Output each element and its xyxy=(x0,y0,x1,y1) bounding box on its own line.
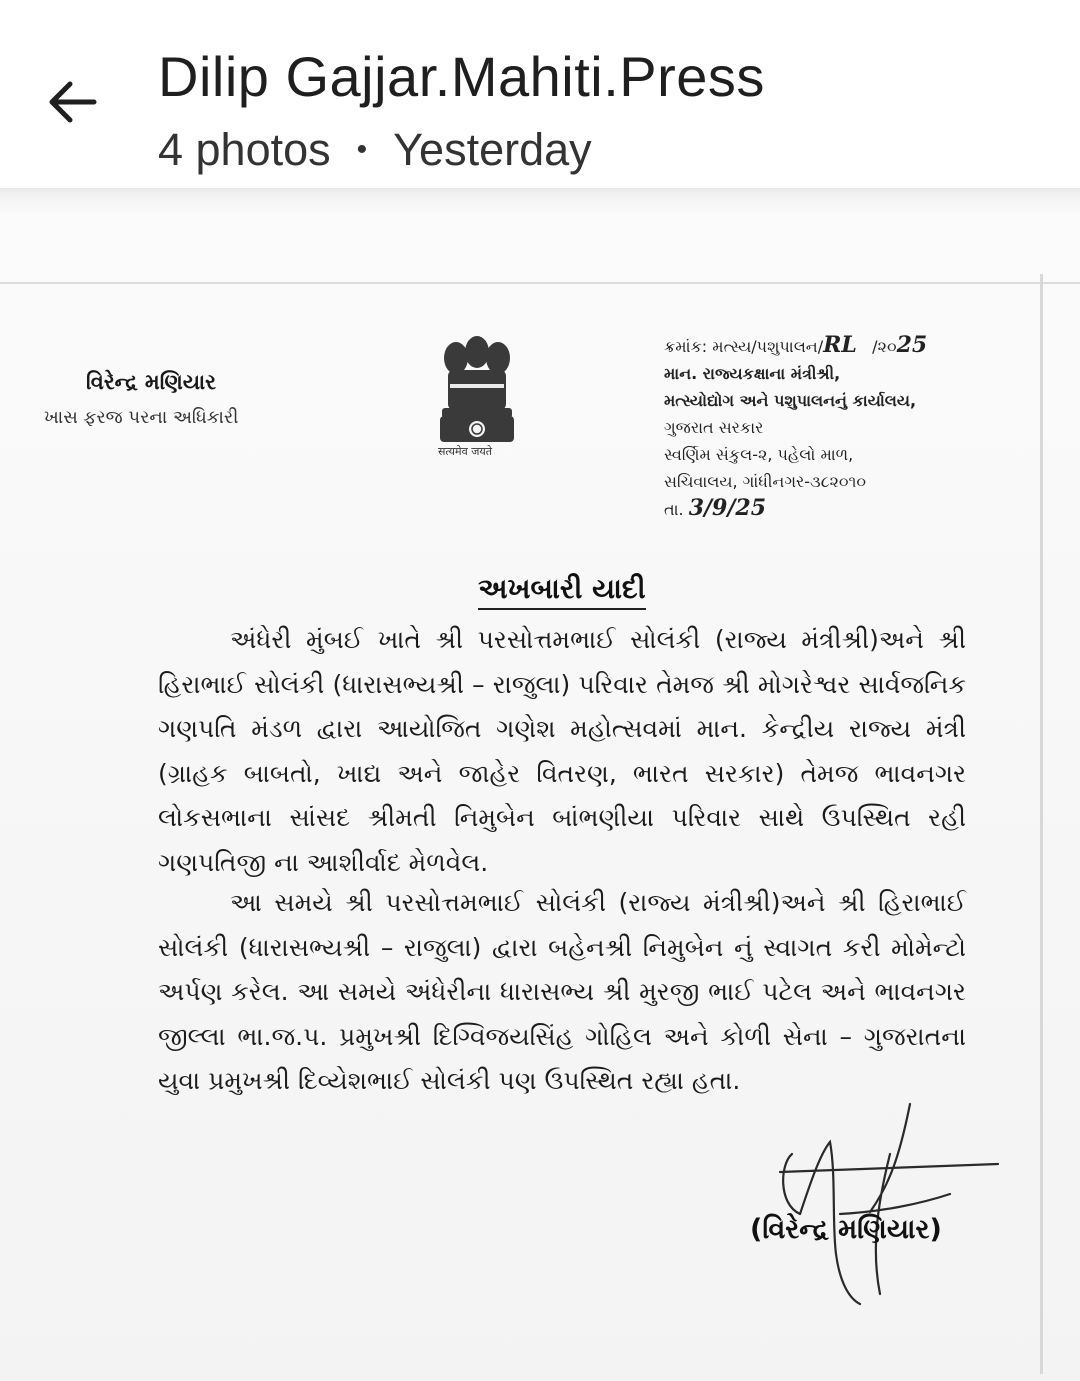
paper-right-edge xyxy=(1040,274,1043,1374)
sender-role: ખાસ ફરજ પરના અધિકારી xyxy=(44,407,239,428)
office-line-2: મત્સ્યોદ્યોગ અને પશુપાલનનું કાર્યાલય, xyxy=(664,391,917,410)
arrow-left-icon xyxy=(40,70,104,134)
timestamp: Yesterday xyxy=(393,124,592,175)
signature-name: (વિરેન્દ્ર મણિયાર) xyxy=(750,1214,942,1245)
photo-viewer[interactable] xyxy=(0,214,1080,1381)
back-button[interactable] xyxy=(40,70,104,134)
office-address xyxy=(664,332,927,523)
office-line-3: ગુજરાત સરકાર xyxy=(664,418,764,437)
office-line-1: માન. રાજ્યકક્ષાના મંત્રીશ્રી, xyxy=(664,364,841,383)
paper-top-edge xyxy=(0,282,1080,284)
paragraph-1: અંધેરી મુંબઈ ખાતે શ્રી પરસોત્તમભાઈ સોલંકી (રાજ્ય મંત્રીશ્રી)અને શ્રી હિરાભાઈ સોલંકી (ધારાસભ્યશ્રી – રાજુલા) પરિવાર તેમજ શ્રી મોગરેશ્વર સાર્વજનિક ગણપતિ મંડળ દ્વારા આયોજિત ગણેશ મહોત્સવમાં માન. કેન્દ્રીય રાજ્ય મંત્રી (ગ્રાહક બાબતો, ખાદ્ય અને જાહેર વિતરણ, ભારત સરકાર) તેમજ ભાવનગર લોકસભાના સાંસદ શ્રીમતી નિમુબેન બાંભણીયા પરિવાર સાથે ઉપસ્થિત રહી ગણપતિજી ના આશીર્વાદ મેળવેલ. xyxy=(158,625,966,877)
sender-name: વિરેન્દ્ર મણિયાર xyxy=(86,370,217,394)
divider xyxy=(0,188,1080,214)
office-line-4: સ્વર્ણિમ સંકુલ-૨, પહેલો માળ, xyxy=(664,445,854,464)
paragraph-2: આ સમયે શ્રી પરસોત્તમભાઈ સોલંકી (રાજ્ય મંત્રીશ્રી)અને શ્રી હિરાભાઈ સોલંકી (ધારાસભ્યશ્રી – રાજુલા) દ્વારા બહેનશ્રી નિમુબેન નું સ્વાગત કરી મોમેન્ટો અર્પણ કરેલ. આ સમયે અંધેરીના ધારાસભ્ય શ્રી મુરજી ભાઈ પટેલ અને ભાવનગર જીલ્લા ભા.જ.પ. પ્રમુખશ્રી દિગ્વિજયસિંહ ગોહિલ અને કોળી સેના – ગુજરાતના યુવા પ્રમુખશ્રી દિવ્યેશભાઈ સોલંકી પણ ઉપસ્થિત રહ્યા હતા. xyxy=(158,888,966,1095)
separator-dot: • xyxy=(356,133,368,166)
office-line-5: સચિવાલય, ગાંધીનગર-૩૮૨૦૧૦ xyxy=(664,472,867,491)
album-title: Dilip Gajjar.Mahiti.Press xyxy=(158,45,765,108)
album-subtitle xyxy=(158,124,592,176)
press-note-heading: અખબારી યાદી xyxy=(478,572,646,610)
app-bar xyxy=(0,0,1080,188)
national-emblem-icon xyxy=(428,324,526,464)
handwritten-signature xyxy=(740,1094,1010,1314)
emblem-motto: सत्यमेव जयते xyxy=(438,445,493,458)
date-line: તા. 3/9/25 xyxy=(664,495,767,521)
photo-count: 4 photos xyxy=(158,124,331,175)
reference-line: ક્રમાંક: મત્સ્ય/પશુપાલન/RL /૨૦25 xyxy=(664,332,928,358)
